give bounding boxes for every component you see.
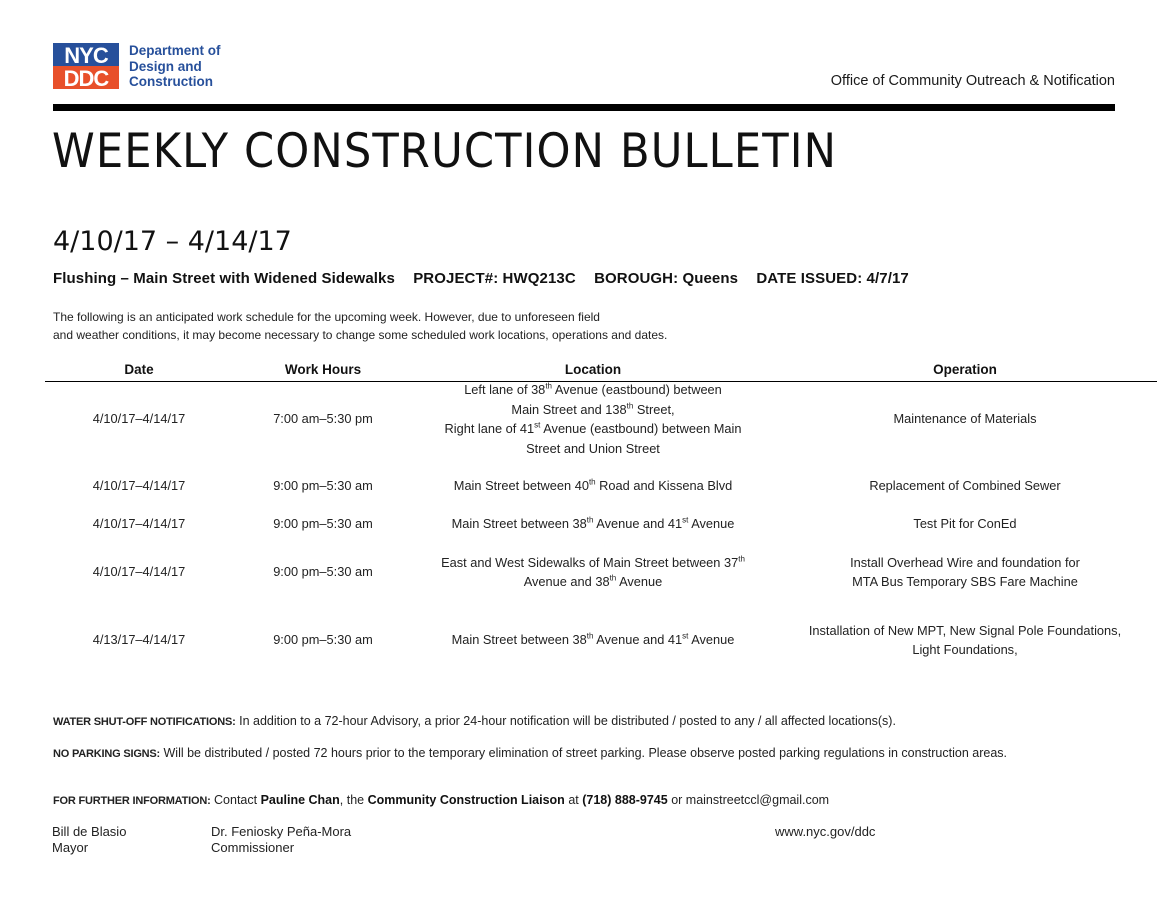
location-line: Street and Union Street: [526, 440, 660, 456]
intro-line-2: and weather conditions, it may become necessary to change some scheduled work locations, operations and dates.: [53, 327, 668, 342]
location-line: Main Street and 138th Street,: [511, 401, 675, 417]
info-contact: Contact: [214, 793, 258, 807]
no-parking-label: NO PARKING SIGNS:: [53, 748, 161, 760]
row-work-hours: 9:00 pm–5:30 am: [273, 478, 373, 494]
bulletin-dates: 4/10/17 – 4/14/17: [53, 226, 292, 257]
table-row: [45, 380, 1157, 458]
ddc-logo: [53, 43, 243, 91]
project-name: Flushing – Main Street with Widened Sidewalks: [53, 270, 395, 287]
website-link[interactable]: www.nyc.gov/ddc: [775, 824, 876, 839]
table-row: [45, 474, 1157, 498]
row-location: [413, 474, 773, 498]
further-info-notice: [53, 792, 1063, 810]
info-the: , the: [339, 793, 365, 807]
header-work-hours: Work Hours: [284, 362, 362, 377]
row-operation: [773, 620, 1157, 660]
info-at: at: [568, 793, 579, 807]
table-row: [45, 512, 1157, 536]
liaison-role: Community Construction Liaison: [367, 793, 565, 807]
liaison-email: or mainstreetccl@gmail.com: [671, 793, 830, 807]
operation-line: Maintenance of Materials: [893, 411, 1037, 427]
office-name: Office of Community Outreach & Notification: [830, 73, 1115, 89]
table-row: [45, 552, 1157, 592]
logo-line-2: Design and: [129, 58, 202, 74]
commissioner-name: Dr. Feniosky Peña-Mora: [211, 824, 352, 839]
commissioner-block: [211, 824, 351, 856]
row-date: 4/10/17–4/14/17: [92, 411, 186, 427]
row-date: 4/10/17–4/14/17: [92, 564, 186, 580]
location-line: Main Street between 40th Road and Kissena Blvd: [453, 477, 733, 494]
location-line: Main Street between 38th Avenue and 41st Avenue: [451, 631, 735, 648]
row-operation: [773, 380, 1157, 458]
row-location: [413, 552, 773, 592]
nyc-ddc-logo-icon: [53, 43, 119, 89]
row-date: 4/10/17–4/14/17: [92, 516, 186, 532]
header-location: Location: [564, 362, 622, 377]
row-work-hours: 9:00 pm–5:30 am: [273, 632, 373, 648]
table-header: [45, 360, 1157, 382]
operation-line: Install Overhead Wire and foundation for: [850, 554, 1080, 570]
location-line: Avenue and 38th Avenue: [523, 573, 663, 589]
no-parking-notice: [53, 745, 1063, 763]
mayor-title: Mayor: [52, 840, 89, 855]
row-date: 4/13/17–4/14/17: [92, 632, 186, 648]
operation-line: Test Pit for ConEd: [913, 516, 1017, 532]
operation-line: Replacement of Combined Sewer: [869, 478, 1061, 494]
row-work-hours: 9:00 pm–5:30 am: [273, 564, 373, 580]
mayor-block: [52, 824, 126, 856]
liaison-name: Pauline Chan: [260, 793, 340, 807]
logo-line-3: Construction: [129, 74, 213, 89]
header-operation: Operation: [933, 362, 997, 377]
liaison-phone: (718) 888-9745: [582, 793, 668, 807]
header-date: Date: [124, 362, 154, 377]
borough: BOROUGH: Queens: [594, 270, 739, 287]
operation-line: Light Foundations,: [912, 642, 1018, 657]
logo-line-1: Department of: [129, 43, 221, 58]
location-line: Right lane of 41st Avenue (eastbound) between Main: [444, 420, 742, 436]
intro-line-1: The following is an anticipated work schedule for the upcoming week. However, due to unforeseen field: [53, 310, 600, 324]
commissioner-title: Commissioner: [211, 840, 295, 855]
svg-text:NYC: NYC: [64, 43, 108, 68]
operation-line: MTA Bus Temporary SBS Fare Machine: [852, 574, 1078, 589]
row-location: [413, 620, 773, 660]
row-location: [413, 512, 773, 536]
row-operation: [773, 474, 1157, 498]
location-line: Main Street between 38th Avenue and 41st Avenue: [451, 515, 735, 532]
row-work-hours: 7:00 am–5:30 pm: [273, 411, 373, 427]
row-location: [413, 380, 773, 458]
row-operation: [773, 512, 1157, 536]
row-work-hours: 9:00 pm–5:30 am: [273, 516, 373, 532]
schedule-table: [45, 360, 1157, 657]
header-rule: [53, 104, 1115, 111]
date-issued: DATE ISSUED: 4/7/17: [756, 270, 909, 287]
logo-text: [129, 43, 221, 90]
row-date: 4/10/17–4/14/17: [92, 478, 186, 494]
water-shutoff-label: WATER SHUT-OFF NOTIFICATIONS:: [53, 716, 236, 728]
row-operation: [773, 552, 1157, 592]
page-title: WEEKLY CONSTRUCTION BULLETIN: [52, 124, 838, 179]
table-row: [45, 620, 1157, 660]
location-line: East and West Sidewalks of Main Street between 37th: [441, 554, 745, 570]
water-shutoff-notice: [53, 713, 1063, 731]
water-shutoff-text: In addition to a 72-hour Advisory, a prior 24-hour notification will be distributed / posted to any / all affected locations(s).: [239, 714, 896, 728]
intro-text: [53, 309, 813, 344]
operation-line: Installation of New MPT, New Signal Pole Foundations,: [808, 622, 1122, 638]
location-line: Left lane of 38th Avenue (eastbound) between: [464, 381, 722, 397]
further-info-label: FOR FURTHER INFORMATION:: [53, 795, 211, 807]
project-number: PROJECT#: HWQ213C: [413, 270, 576, 287]
no-parking-text: Will be distributed / posted 72 hours prior to the temporary elimination of street parking. Please observe posted parking regulations in construction areas.: [163, 746, 1008, 760]
project-info-line: [53, 270, 923, 287]
svg-text:DDC: DDC: [63, 66, 109, 89]
mayor-name: Bill de Blasio: [52, 824, 127, 839]
